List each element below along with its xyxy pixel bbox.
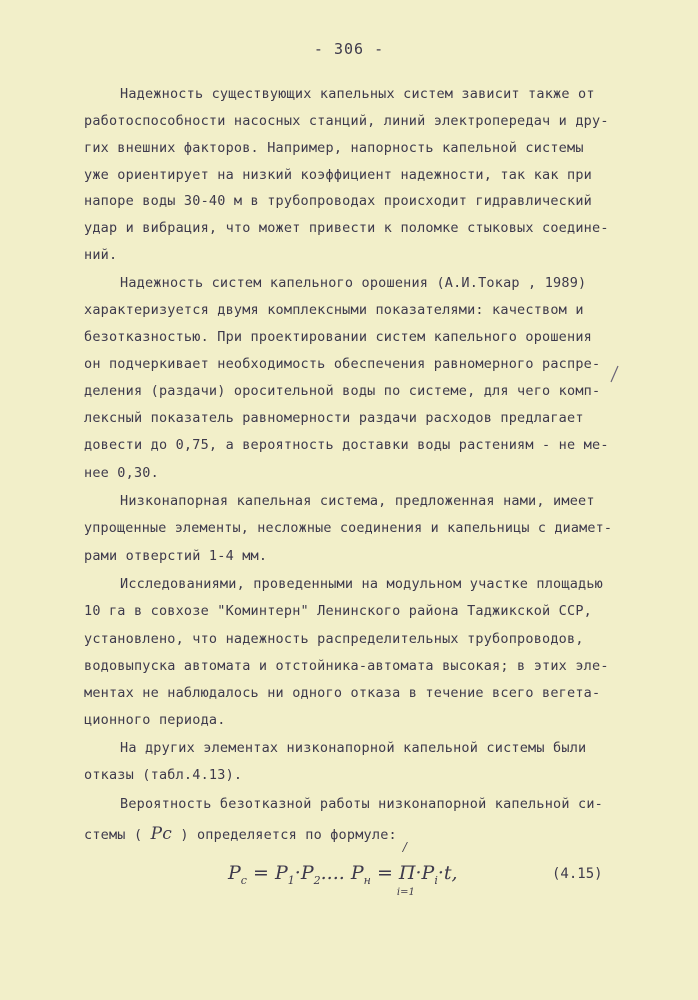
text-line: ционного периода. [84,712,226,728]
text-line: довести до 0,75, а вероятность доставки воды растениям - не ме- [84,437,609,453]
text-line: удар и вибрация, что может привести к поломке стыковых соедине- [84,220,609,236]
text-line: Надежность систем капельного орошения (А.И.Токар , 1989) [120,275,587,291]
text-line: напоре воды 30-40 м в трубопроводах происходит гидравлический [84,193,592,209]
text-line: ний. [84,247,118,263]
formula: $P_c = P_1\cdot P_2$.... $P_н$ = / Π i=1 $\cdot P_i\cdot t$, [228,840,458,898]
text-line: ментах не наблюдалось ни одного отказа в течение всего вегета- [84,685,601,701]
text-line: стемы ( Pc ) определяется по формуле: [84,824,397,844]
text-line: водовыпуска автомата и отстойника-автомата высокая; в этих эле- [84,658,609,674]
page-number: - 306 - [313,40,385,58]
text-line: лексный показатель равномерности раздачи расходов предлагает [84,410,584,426]
text-line: упрощенные элементы, несложные соединения и капельницы с диамет- [84,520,613,536]
text-line: На других элементах низконапорной капельной системы были [120,740,587,756]
text-line: отказы (табл.4.13). [84,767,243,783]
text-line: уже ориентирует на низкий коэффициент надежности, так как при [84,167,592,183]
text-line: 10 га в совхозе "Коминтерн" Ленинского района Таджикской ССР, [84,603,592,619]
text-line: нее 0,30. [84,465,159,481]
text-line: характеризуется двумя комплексными показателями: качеством и [84,302,584,318]
text-line: безотказностью. При проектировании систем капельного орошения [84,329,592,345]
text-line: Надежность существующих капельных систем зависит также от [120,86,595,102]
text-line: рами отверстий 1-4 мм. [84,548,268,564]
text-line: Вероятность безотказной работы низконапорной капельной си- [120,796,604,812]
text-line: деления (раздачи) оросительной воды по системе, для чего комп- [84,383,601,399]
text-line: он подчеркивает необходимость обеспечения равномерного распре- [84,356,601,372]
inline-variable: Pc [150,824,172,844]
text-line: Низконапорная капельная система, предложенная нами, имеет [120,493,595,509]
text-line: работоспособности насосных станций, линий электропередач и дру- [84,113,609,129]
pen-mark [608,364,622,384]
equation-number: (4.15) [552,866,603,882]
text-line: установлено, что надежность распределительных трубопроводов, [84,631,584,647]
text-line: Исследованиями, проведенными на модульном участке площадью [120,576,604,592]
text-line: гих внешних факторов. Например, напорность капельной системы [84,140,584,156]
